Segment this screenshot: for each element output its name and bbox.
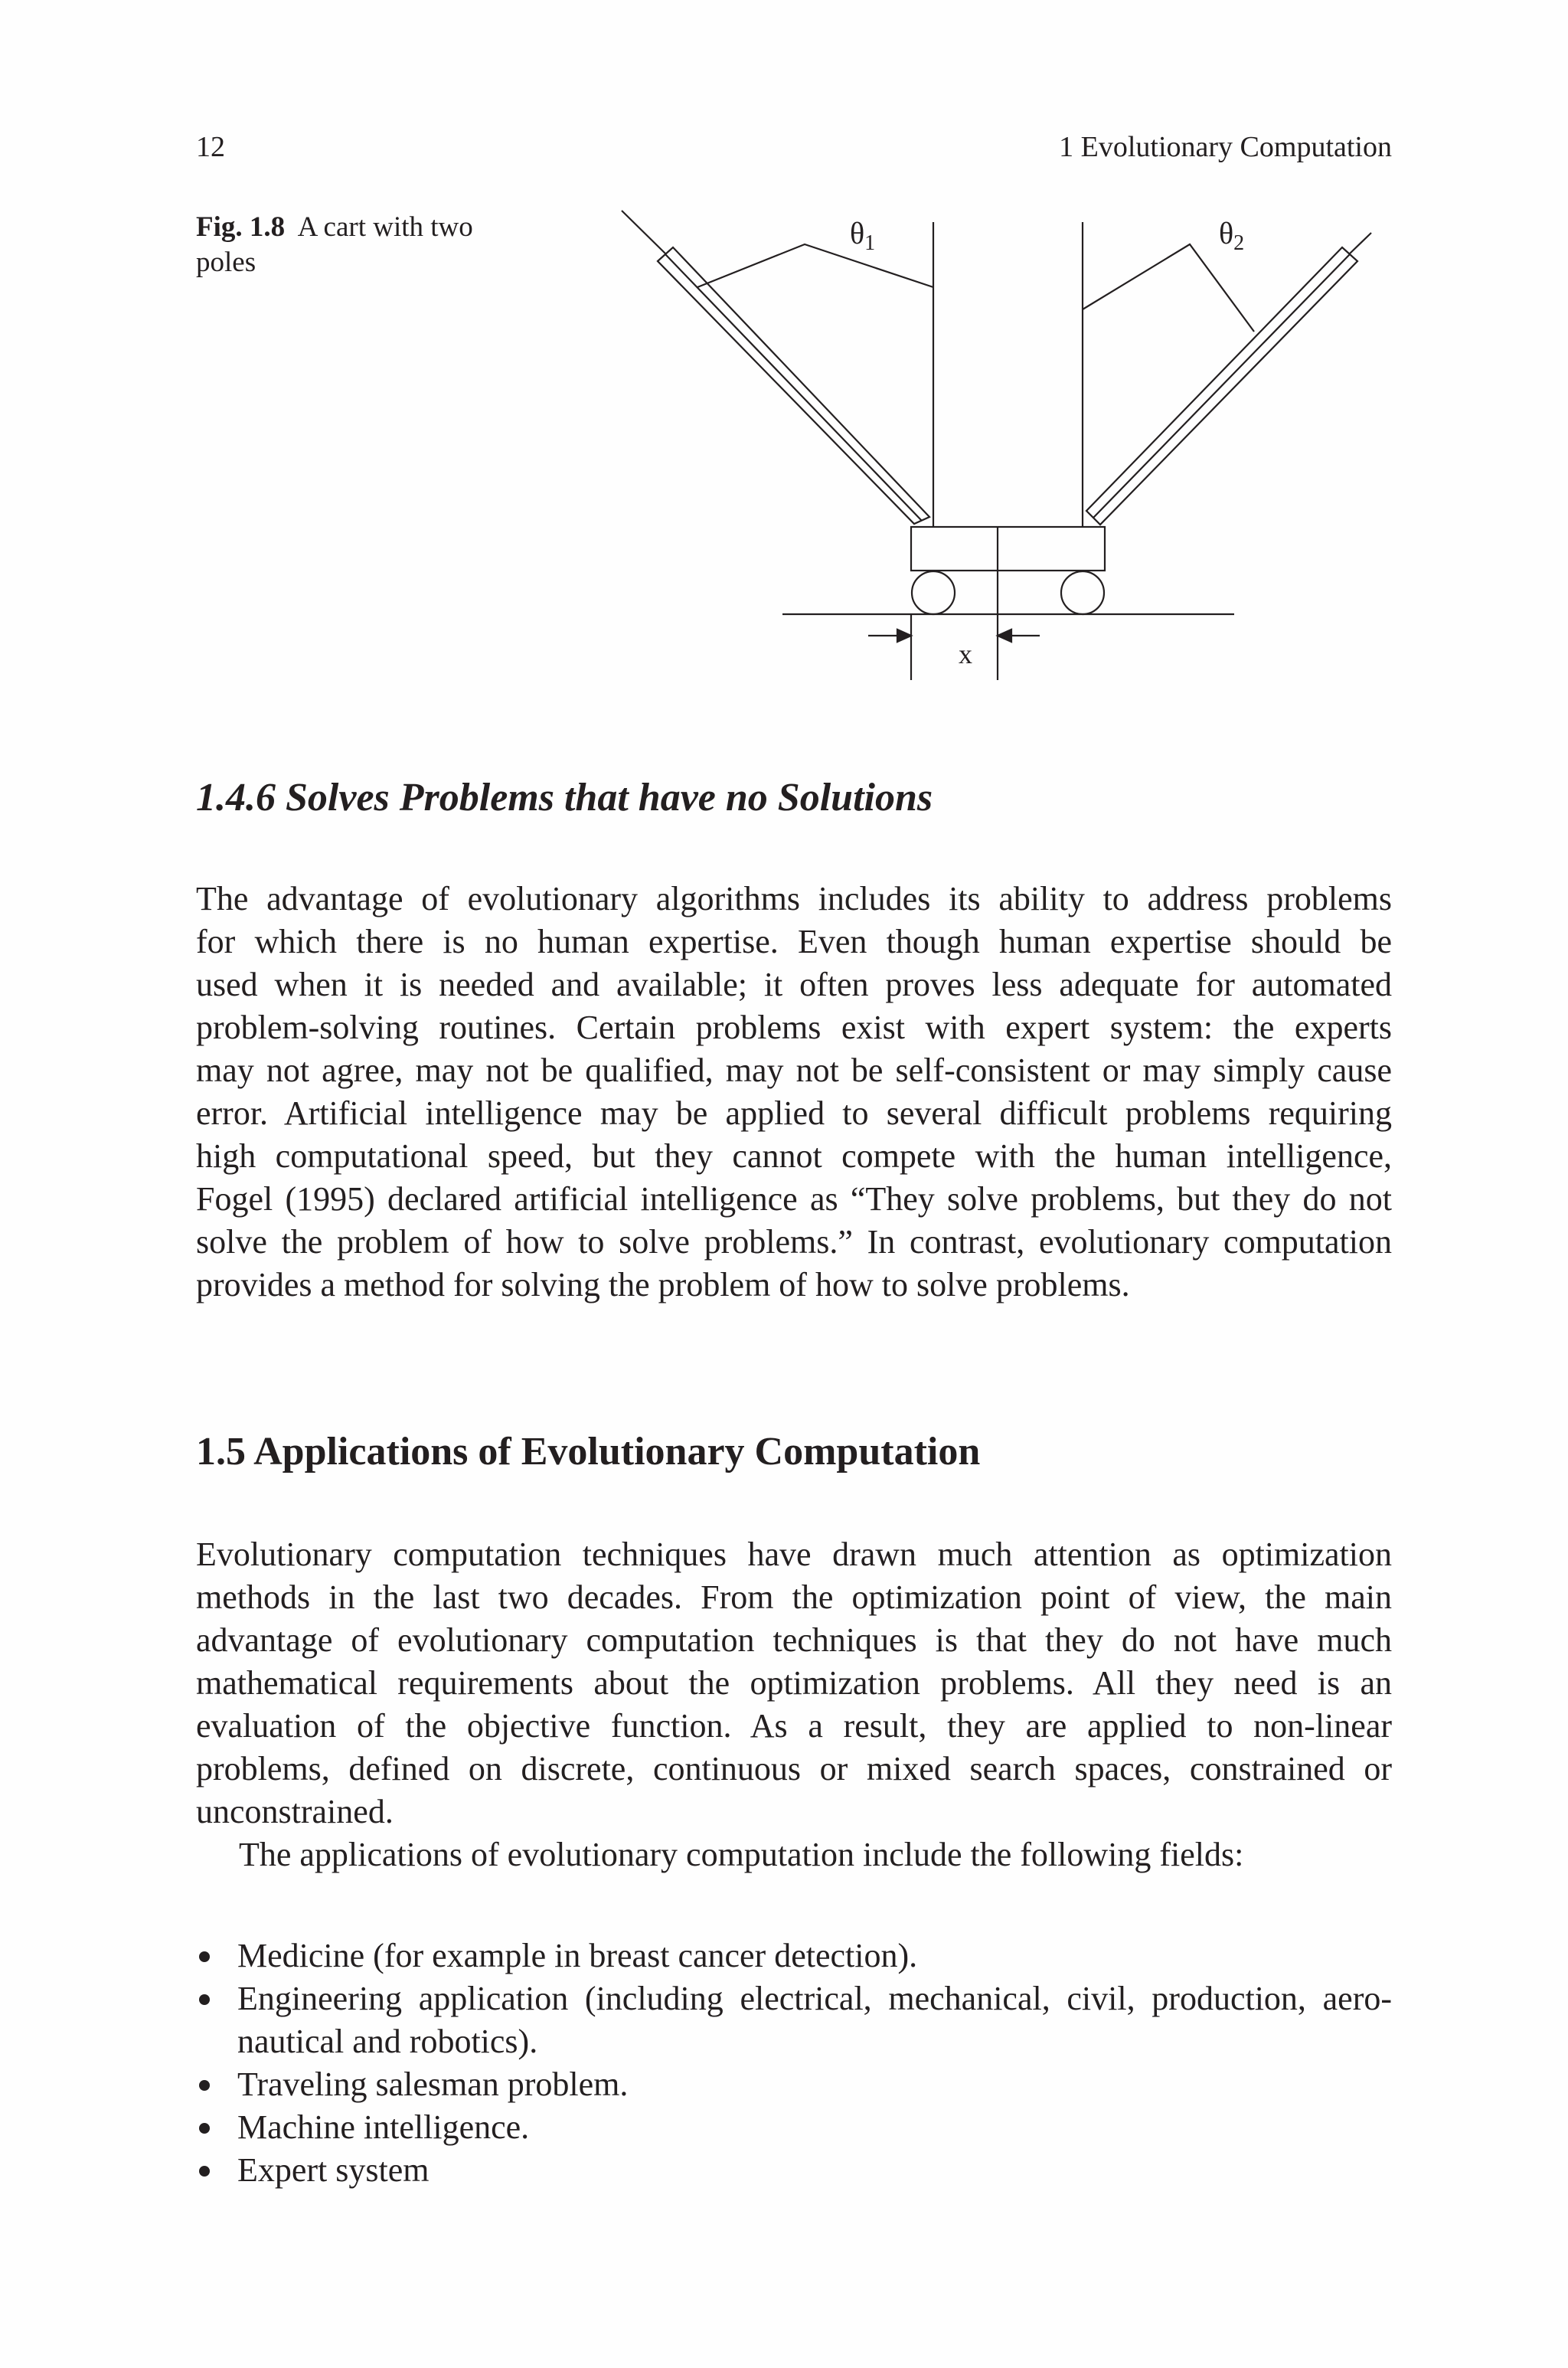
section-heading-1-5: 1.5 Applications of Evolutionary Computation (196, 1430, 981, 1473)
running-title: 1 Evolutionary Computation (1059, 131, 1392, 163)
text-line: methods in the last two decades. From the optimization point of view, the main (196, 1578, 1392, 1616)
text-line: The advantage of evolutionary algorithms includes its ability to address problems (196, 880, 1392, 917)
arrow-right-head (998, 630, 1011, 642)
text-line: mathematical requirements about the optimization problems. All they need is an (196, 1664, 1392, 1702)
list-item: Expert system (196, 2149, 1392, 2192)
theta2-bracket (1083, 244, 1254, 332)
text-line: evaluation of the objective function. As a result, they are applied to non-linear (196, 1707, 1392, 1745)
pole2-inner-line (1093, 254, 1350, 518)
pole1-inner-line (665, 254, 922, 521)
cart-two-poles-figure (0, 0, 1568, 720)
theta1-label: $\theta_1$ (850, 216, 876, 255)
x-label: x (959, 639, 972, 669)
list-item: Machine intelligence. (196, 2106, 1392, 2149)
text-line: error. Artificial intelligence may be applied to several difficult problems requiring (196, 1094, 1392, 1132)
text-line: for which there is no human expertise. Even though human expertise should be (196, 923, 1392, 960)
text-line: may not agree, may not be qualified, may not be self-consistent or may simply cause (196, 1052, 1392, 1089)
figure-label: Fig. 1.8 (196, 211, 286, 243)
bullet-icon (199, 1994, 210, 2005)
text-line: unconstrained. (196, 1793, 394, 1830)
wheel-left (912, 571, 955, 614)
list-item: Medicine (for example in breast cancer detection). (196, 1935, 1392, 1977)
list-item: Traveling salesman problem. (196, 2063, 1392, 2106)
cart-body (911, 527, 1105, 571)
applications-intro: The applications of evolutionary computation include the following fields: (239, 1836, 1244, 1873)
theta1-bracket (697, 244, 933, 287)
pole2-axis-line (1349, 233, 1371, 254)
section-heading-1-4-6: 1.4.6 Solves Problems that have no Solutions (196, 776, 933, 819)
text-line: Evolutionary computation techniques have drawn much attention as optimization (196, 1536, 1392, 1573)
arrow-left-head (897, 630, 911, 642)
bullet-icon (199, 2123, 210, 2134)
bullet-icon (199, 1951, 210, 1962)
text-line: advantage of evolutionary computation techniques is that they do not have much (196, 1621, 1392, 1659)
caption-line: poles (196, 247, 256, 278)
text-line: used when it is needed and available; it often proves less adequate for automated (196, 966, 1392, 1003)
page-number: 12 (196, 131, 225, 163)
pole1-axis-line (622, 211, 666, 254)
list-item: Engineering application (including electrical, mechanical, civil, production, aero- nautical and robotics). (196, 1977, 1392, 2063)
text-line: problems, defined on discrete, continuous or mixed search spaces, constrained or (196, 1750, 1392, 1787)
bullet-icon (199, 2080, 210, 2091)
wheel-right (1061, 571, 1104, 614)
text-line: high computational speed, but they cannot compete with the human intelligence, (196, 1137, 1392, 1175)
text-line: problem-solving routines. Certain problems exist with expert system: the experts (196, 1009, 1392, 1046)
text-line: Fogel (1995) declared artificial intelligence as “They solve problems, but they do not (196, 1180, 1392, 1218)
theta2-label: $\theta_2$ (1219, 216, 1245, 255)
text-line: solve the problem of how to solve problems.” In contrast, evolutionary computation (196, 1223, 1392, 1261)
text-line: provides a method for solving the problem of how to solve problems. (196, 1266, 1130, 1303)
caption-line: A cart with two (297, 211, 473, 243)
bullet-icon (199, 2166, 210, 2177)
